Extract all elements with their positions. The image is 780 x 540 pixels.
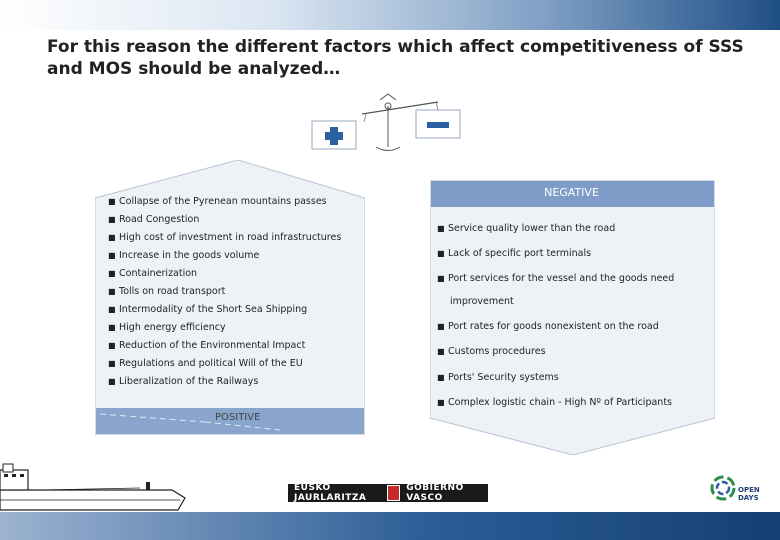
list-item-continuation: improvement [450, 296, 514, 307]
list-item: ■ Lack of specific port terminals [437, 248, 592, 259]
list-item: ■ Ports' Security systems [437, 372, 559, 383]
list-item: ■ Intermodality of the Short Sea Shipping [108, 304, 308, 315]
list-item: ■ Regulations and political Will of the EU [108, 358, 303, 369]
open-days-logo-text: OPEN DAYS [738, 486, 760, 502]
basque-government-logo: EUSKO JAURLARITZA GOBIERNO VASCO [288, 484, 488, 502]
list-item: ■ Port services for the vessel and the goods need [437, 273, 675, 284]
list-item: ■ High energy efficiency [108, 322, 226, 333]
list-item: ■ Increase in the goods volume [108, 250, 260, 261]
list-item: ■ Customs procedures [437, 346, 546, 357]
list-item: ■ Liberalization of the Railways [108, 376, 259, 387]
list-item: ■ Reduction of the Environmental Impact [108, 340, 306, 351]
list-item: ■ Service quality lower than the road [437, 223, 616, 234]
list-item: ■ Road Congestion [108, 214, 200, 225]
bottom-decorative-bar [0, 512, 780, 540]
list-item: ■ Collapse of the Pyrenean mountains passes [108, 196, 327, 207]
top-decorative-bar [0, 0, 780, 30]
open-days-logo-icon [708, 470, 738, 506]
list-item: ■ Port rates for goods nonexistent on the road [437, 321, 659, 332]
coat-of-arms-icon [387, 485, 400, 501]
positive-label: POSITIVE [215, 412, 261, 423]
slide-title: For this reason the different factors which affect competitiveness of SSS and MOS should be analyzed… [47, 37, 744, 79]
list-item: ■ Containerization [108, 268, 198, 279]
balance-scale-icon [300, 92, 490, 156]
list-item: ■ Tolls on road transport [108, 286, 226, 297]
negative-panel [430, 180, 715, 455]
list-item: ■ Complex logistic chain - High Nº of Participants [437, 397, 672, 408]
ship-icon [0, 462, 190, 514]
list-item: ■ High cost of investment in road infrastructures [108, 232, 342, 243]
negative-label: NEGATIVE [544, 186, 599, 199]
